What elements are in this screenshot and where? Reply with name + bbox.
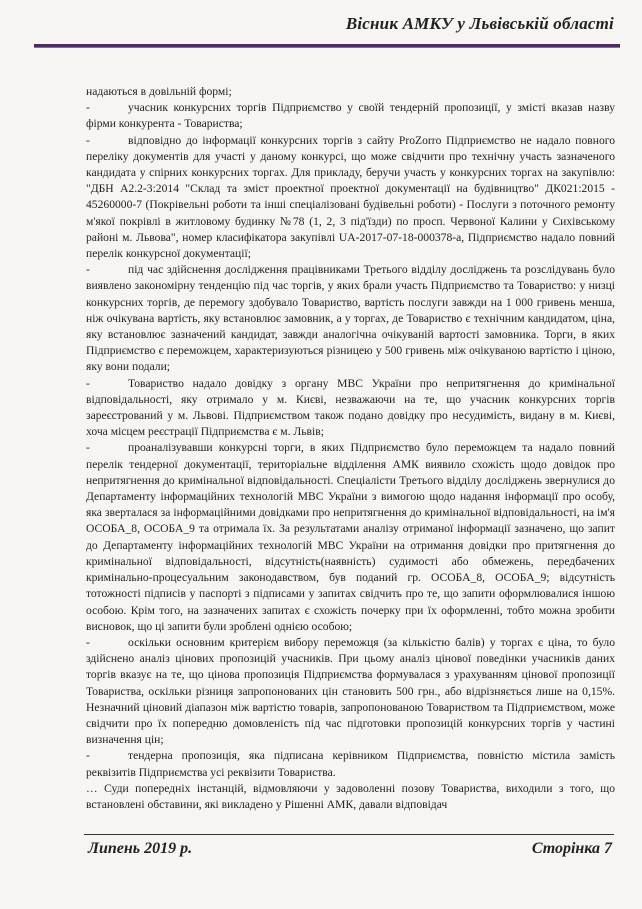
list-dash: - bbox=[86, 101, 90, 115]
paragraph bbox=[86, 100, 615, 132]
list-dash: - bbox=[86, 133, 90, 147]
paragraph bbox=[86, 635, 615, 748]
list-dash: - bbox=[86, 441, 90, 455]
body-text bbox=[86, 84, 615, 813]
list-dash: - bbox=[86, 749, 90, 763]
issue-date: Липень 2019 р. bbox=[88, 840, 193, 857]
paragraph-text: Товариство надало довідку з органу МВС України про непритягнення до кримінальної відповідальності, яку отримало у м. Києві, незважаючи на те, що учасник конкурсних торгів зареєстрований у м. Львові. Підприємством також подано довідку про несудимість, видану в м. Києві, хоча місцем реєстрації Підприємства є м. Львів; bbox=[86, 376, 615, 439]
paragraph-text: оскільки основним критерієм вибору переможця (за кількістю балів) у торгах є ціна, то було здійснено аналіз цінових пропозицій учасників. При цьому аналіз цінової поведінки учасників даних торгів вказує на те, що цінова пропозиція Підприємства формувалася з урахуванням цінової пропозиції Товариства, оскільки різниця запропонованих цін становить 500 грн., або відрізняється лише на 0,15%. Незначний ціновий діапазон між вартістю товарів, запропонованою Товариством та Підприємством, може свідчити про їх попередню домовленість під час підготовки пропозицій конкурсних торгів у частині визначення цін; bbox=[86, 635, 615, 747]
paragraph bbox=[86, 748, 615, 780]
paragraph bbox=[86, 440, 615, 634]
paragraph-text: проаналізувавши конкурсні торги, в яких Підприємство було переможцем та надало повний перелік тендерної документації, територіальне відділення АМК виявило схожість щодо довідок про непритягнення до кримінальної відповідальності. Спеціалісти Третього відділу досліджень звернулися до Департаменту інформаційних технологій МВС України з вимогою щодо надання інформації про особу, яка зверталася за інформаційними довідками про непритягнення до кримінальної відповідальності, на ім'я ОСОБА_8, ОСОБА_9 та отримала їх. За результатами аналізу отриманої інформації зазначено, що запит до Департаменту інформаційних технологій МВС України на отримання довідки про притягнення до кримінальної відповідальності, відсутність(наявність) судимості або обмежень, передбачених кримінально-процесуальним законодавством, був поданий гр. ОСОБА_8, ОСОБА_9; відсутність тотожності підписів у паспорті з підписами у запитах свідчить про те, що запити оформлювалися іншою особою. Крім того, на зазначених запитах є схожість почерку при їх оформленні, тобто можна зробити висновок, що ці запити були зроблені однією особою; bbox=[86, 441, 615, 633]
paragraph bbox=[86, 84, 615, 100]
journal-title: Вісник АМКУ у Львівській області bbox=[345, 14, 614, 33]
footer-divider bbox=[84, 834, 614, 835]
paragraph-text: учасник конкурсних торгів Підприємство у своїй тендерній пропозиції, у змісті вказав назву фірми конкурента - Товариства; bbox=[86, 101, 615, 131]
paragraph-text: … Суди попередніх інстанцій, відмовляючи у задоволенні позову Товариства, виходили з того, що встановлені обставини, які викладено у Рішенні АМК, давали відповідач bbox=[86, 781, 615, 811]
paragraph-text: під час здійснення дослідження працівниками Третього відділу досліджень та розслідувань було виявлено закономірну тенденцію під час торгів, у яких брали участь Підприємство та Товариство: у низці конкурсних торгів, де перемогу здобувало Товариство, вартість послуги завжди на 1 000 гривень менша, ніж очікувана вартість, яку встановлює замовник, а у торгах, де Товариство є технічним кандидатом, ціна, яку встановлює зазначений кандидат, завжди аналогічна очікуваній вартості замовника. Торги, в яких Підприємство є переможцем, характеризуються різницею у 500 гривень між очікуваною вартістю і ціною, яку вони подали; bbox=[86, 263, 615, 374]
header-divider bbox=[34, 44, 620, 48]
paragraph bbox=[86, 133, 615, 263]
paragraph bbox=[86, 781, 615, 813]
list-dash: - bbox=[86, 376, 90, 390]
paragraph-text: надаються в довільній формі; bbox=[86, 85, 232, 98]
list-dash: - bbox=[86, 635, 90, 649]
paragraph-text: тендерна пропозиція, яка підписана керівником Підприємства, повністю містила замість реквізитів Підприємства усі реквізити Товариства. bbox=[86, 749, 615, 779]
paragraph bbox=[86, 262, 615, 375]
page-number: Сторінка 7 bbox=[531, 840, 612, 857]
list-dash: - bbox=[86, 263, 90, 277]
paragraph bbox=[86, 376, 615, 441]
paragraph-text: відповідно до інформації конкурсних торгів з сайту ProZorro Підприємство не надало повного переліку документів для участі у даному конкурсі, що може свідчити про технічну участь зазначеного кандидата у спірних конкурсних торгах. Для прикладу, беручи участь у конкурсних торгах на закупівлю: "ДБН А2.2-3:2014 "Склад та зміст проектної проектної документації на будівництво" ДК021:2015 - 45260000-7 (Покрівельні роботи та інші спеціалізовані будівельні роботи) - Послуги з поточного ремонту м'якої покрівлі в житловому будинку №78 (1, 2, 3 під'їзди) по просп. Червоної Калини у Сихівському районі м. Львова", номер класифікатора закупівлі UA-2017-07-18-000378-а, Підприємство надало повний перелік конкурсної документації; bbox=[86, 133, 615, 261]
